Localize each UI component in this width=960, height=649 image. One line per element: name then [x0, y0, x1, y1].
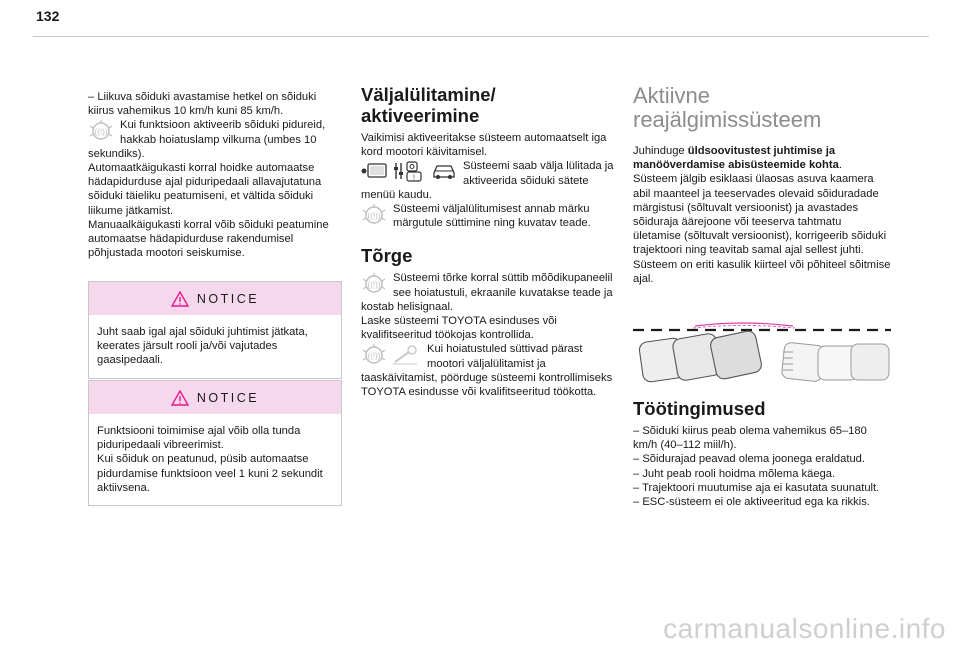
dealer-check-text: Laske süsteemi TOYOTA esinduses või kvalifitseeritud töökojas kontrollida. — [361, 315, 557, 342]
restart-warning-paragraph — [361, 342, 615, 399]
wrench-icon — [391, 344, 421, 366]
condition-item: – Sõidurajad peavad olema joonega eraldatud. — [633, 453, 866, 466]
lane-keeping-illustration — [633, 322, 891, 384]
condition-item: – Trajektoori muutumise aja ei kasutata suunatult. — [633, 481, 880, 494]
column-2 — [361, 84, 615, 399]
condition-item: – Juht peab rooli hoidma mõlema käega. — [633, 467, 836, 480]
car-icon — [431, 161, 457, 181]
vehicle-settings-icon — [393, 160, 427, 182]
brake-warning-paragraph — [88, 118, 342, 161]
manual-gearbox-text: Manuaalkäigukasti korral võib sõiduki peatumine automaatse hädapidurduse rakendumisel põhjustada mootori seiskumise. — [88, 218, 329, 260]
notice-body — [89, 414, 341, 505]
notice-line-1: Funktsiooni toimimise ajal võib olla tunda piduripedaali vibreerimist. — [97, 425, 301, 452]
notice-body: Juht saab igal ajal sõiduki juhtimist jätkata, keerates järsult rooli ja/või vajutades gaasipedaali. — [97, 326, 308, 367]
condition-item: – ESC-süsteem ei ole aktiveeritud ega ka rikkis. — [633, 496, 870, 509]
notice-header — [89, 282, 341, 315]
notice-header — [89, 381, 341, 414]
notice-line-2: Kui sõiduk on peatunud, püsib automaatse pidurdamise funktsioon veel 1 kuni 2 sekundit aktiivsena. — [97, 453, 323, 494]
warning-triangle-icon — [171, 291, 189, 307]
deactivation-signal-paragraph — [361, 202, 615, 230]
warning-icons — [361, 343, 421, 367]
notice-box-1 — [88, 281, 342, 379]
advice-suffix: . — [838, 159, 842, 172]
info-light-icon — [361, 203, 387, 227]
system-description-text: Süsteem jälgib esiklaasi ülaosas asuva kaamera abil maanteel ja teeservades olevaid sõiduradade märgistusi (sõltuvalt versioonist) ja avastades sõiduraja äärejoone või teeserva tahtmatu ületamise (sõltuvalt versioonist), korrigeerib sõiduki trajektoori ning teavitab samal ajal sellest juhti. — [633, 173, 887, 257]
fault-text: Süsteemi tõrke korral süttib mõõdikupaneelil see hoiatustuli, ekraanile kuvatakse teade ja kostab helisignaal. — [361, 272, 613, 313]
deactivation-signal-text: Süsteemi väljalülitumisest annab märku märgutule süttimine ning kuvatav teade. — [393, 203, 591, 230]
info-light-icon — [361, 272, 387, 296]
fault-paragraph — [361, 271, 615, 314]
default-activation-text: Vaikimisi aktiveeritakse süsteem automaatselt iga kord mootori käivitamisel. — [361, 132, 607, 159]
info-light-icon — [88, 119, 114, 143]
notice-title: NOTICE — [196, 390, 260, 405]
restart-warning-text: Kui hoiatustuled süttivad pärast mootori väljalülitamist ja taaskäivitamist, pöörduge süsteemi kontrollimiseks TOYOTA esindusse või kvalifitseeritud töökotta. — [361, 343, 613, 399]
watermark: carmanualsonline.info — [663, 613, 946, 644]
settings-menu-text: Süsteemi saab välja lülitada ja aktiveerida sõiduki sätete menüü kaudu. — [361, 160, 614, 201]
automatic-gearbox-text: Automaatkäigukasti korral hoidke automaatse hädapidurduse ajal piduripedaali allavajutatuna sõiduki täieliku peatumiseni, et vältida sõiduki liikume jätkamist. — [88, 162, 322, 217]
svg-text:((!)): ((!)) — [367, 280, 381, 290]
system-usage-text: Süsteem on eriti kasulik kiirteel või põhiteel sõitmise ajal. — [633, 258, 891, 285]
brake-warning-text: Kui funktsioon aktiveerib sõiduki pidureid, hakkab hoiatuslamp vilkuma (umbes 10 sekundiks). — [88, 119, 326, 160]
settings-menu-paragraph — [361, 159, 615, 202]
svg-text:((!)): ((!)) — [367, 211, 381, 221]
notice-box-2 — [88, 380, 342, 506]
advice-prefix: Juhinduge — [633, 145, 688, 157]
conditions-heading: Töötingimused — [633, 398, 766, 419]
svg-text:((!)): ((!)) — [94, 127, 108, 137]
column-3 — [633, 84, 891, 286]
settings-icons — [361, 160, 457, 182]
top-rule — [33, 36, 929, 37]
general-advice-text — [633, 144, 891, 172]
fault-heading: Tõrge — [361, 245, 413, 267]
deactivation-heading: Väljalülitamine/ aktiveerimine — [361, 84, 496, 126]
advice-link-text: üldsoovitustest juhtimise ja manööverdamise abisüsteemide kohta — [633, 145, 839, 172]
info-light-icon — [361, 343, 387, 367]
lane-keeping-heading: Aktiivne reajälgimissüsteem — [633, 83, 822, 132]
column-1 — [88, 90, 342, 260]
touchscreen-icon — [361, 161, 389, 181]
svg-text:((!)): ((!)) — [367, 351, 381, 361]
condition-item: – Sõiduki kiirus peab olema vahemikus 65–180 km/h (40–112 miil/h). — [633, 425, 867, 452]
svg-text:!: ! — [413, 174, 415, 182]
page-number: 132 — [36, 8, 60, 24]
conditions-section — [633, 398, 891, 509]
notice-title: NOTICE — [196, 291, 260, 306]
warning-triangle-icon — [171, 390, 189, 406]
speed-range-text: – Liikuva sõiduki avastamise hetkel on sõiduki kiirus vahemikus 10 km/h kuni 85 km/h. — [88, 91, 317, 118]
